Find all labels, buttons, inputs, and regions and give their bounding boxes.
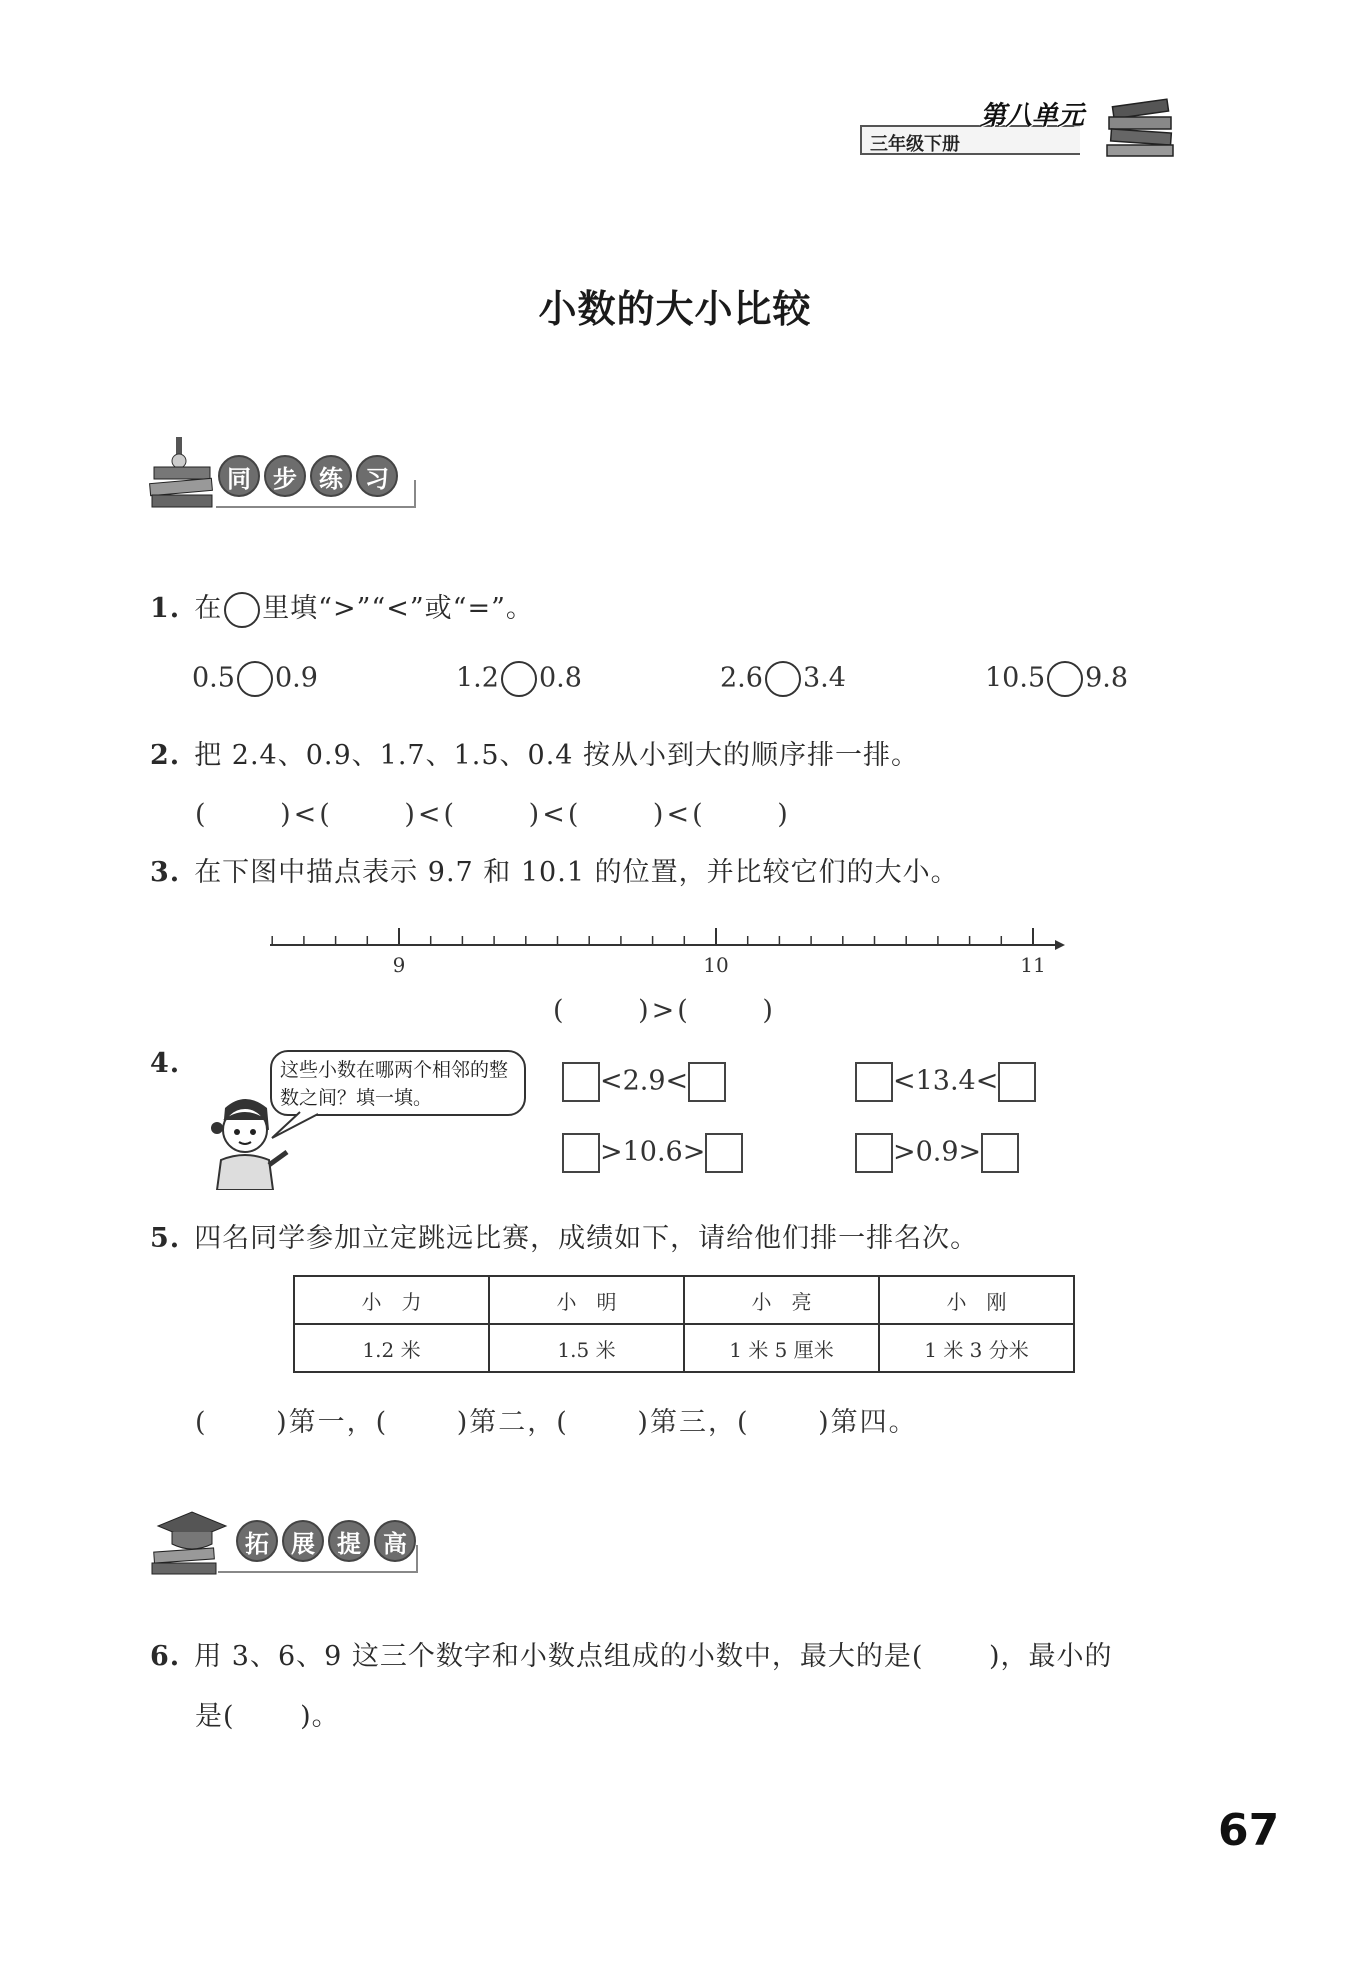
- question-number: 6.: [150, 1641, 181, 1672]
- speech-bubble: 这些小数在哪两个相邻的整数之间？填一填。: [270, 1050, 526, 1116]
- section-title: [236, 1520, 416, 1562]
- q4-item: [855, 1133, 1019, 1173]
- table-cell: 1 米 5 厘米: [684, 1324, 879, 1372]
- question-2: [150, 733, 919, 772]
- number-right: 0.9: [274, 662, 318, 694]
- number-right: 9.8: [1085, 662, 1129, 694]
- answer-box[interactable]: [855, 1062, 893, 1102]
- q5-answer-row[interactable]: ( )第一，( )第二，( )第三，( )第四。: [195, 1407, 918, 1438]
- tick-label: 11: [1020, 953, 1046, 977]
- question-4: [150, 1048, 194, 1079]
- books-icon: [1105, 95, 1180, 160]
- page-header: [850, 95, 1180, 165]
- question-number: 5.: [150, 1223, 181, 1254]
- q4-expression: >0.9>: [893, 1136, 982, 1168]
- q1-item: [456, 661, 582, 697]
- question-text: 在下图中描点表示 9.7 和 10.1 的位置，并比较它们的大小。: [194, 857, 959, 888]
- results-table: [293, 1275, 1075, 1373]
- number-left: 10.5: [985, 662, 1046, 694]
- tick-label: 9: [392, 953, 406, 977]
- section-char: 高: [374, 1520, 416, 1562]
- question-6: [150, 1634, 1113, 1673]
- question-text: 把 2.4、0.9、1.7、1.5、0.4 按从小到大的顺序排一排。: [194, 740, 920, 771]
- q4-item: [562, 1062, 726, 1102]
- table-cell: 1 米 3 分米: [879, 1324, 1074, 1372]
- section-char: 同: [218, 455, 260, 497]
- number-right: 0.8: [538, 662, 582, 694]
- section-char: 步: [264, 455, 306, 497]
- grade-label: 三年级下册: [860, 125, 1080, 155]
- page-title: 小数的大小比较: [538, 287, 812, 331]
- table-header-cell: 小 亮: [684, 1276, 879, 1324]
- question-text: 里填“>”“<”或“=”。: [262, 593, 534, 624]
- section-extension: [148, 1500, 448, 1580]
- number-left: 2.6: [720, 662, 763, 694]
- answer-box[interactable]: [562, 1062, 600, 1102]
- answer-circle[interactable]: [1047, 661, 1083, 697]
- answer-box[interactable]: [688, 1062, 726, 1102]
- table-header-row: [294, 1276, 1074, 1324]
- answer-box[interactable]: [705, 1133, 743, 1173]
- q4-item: [562, 1133, 743, 1173]
- table-header-cell: 小 力: [294, 1276, 489, 1324]
- section-title: [218, 455, 398, 497]
- q1-item: [720, 661, 846, 697]
- answer-box[interactable]: [998, 1062, 1036, 1102]
- question-number: 3.: [150, 857, 181, 888]
- table-row: [294, 1324, 1074, 1372]
- q1-item: [985, 661, 1128, 697]
- graduation-books-icon: [148, 1500, 228, 1580]
- table-cell: 1.2 米: [294, 1324, 489, 1372]
- question-text: 四名同学参加立定跳远比赛，成绩如下，请给他们排一排名次。: [194, 1223, 979, 1254]
- number-line[interactable]: [265, 920, 1065, 980]
- section-sync-practice: [148, 435, 448, 515]
- books-icon: [148, 435, 218, 515]
- answer-circle[interactable]: [237, 661, 273, 697]
- answer-circle[interactable]: [765, 661, 801, 697]
- table-cell: 1.5 米: [489, 1324, 684, 1372]
- girl-character-icon: [195, 1090, 295, 1190]
- q4-expression: <13.4<: [893, 1065, 999, 1097]
- answer-circle[interactable]: [224, 592, 260, 628]
- question-5: [150, 1216, 978, 1255]
- page-number: 67: [1218, 1805, 1280, 1856]
- number-right: 3.4: [802, 662, 846, 694]
- bubble-tail: [270, 1110, 330, 1140]
- section-char: 习: [356, 455, 398, 497]
- question-number: 4.: [150, 1048, 181, 1079]
- number-left: 1.2: [456, 662, 499, 694]
- question-number: 1.: [150, 593, 181, 624]
- question-6-line-2: 是( )。: [195, 1701, 340, 1732]
- section-char: 拓: [236, 1520, 278, 1562]
- section-char: 展: [282, 1520, 324, 1562]
- answer-box[interactable]: [562, 1133, 600, 1173]
- tick-label: 10: [703, 953, 729, 977]
- q4-expression: <2.9<: [600, 1065, 689, 1097]
- answer-circle[interactable]: [501, 661, 537, 697]
- question-text: 用 3、6、9 这三个数字和小数点组成的小数中，最大的是( )，最小的: [194, 1641, 1113, 1672]
- number-line-arrow: [1055, 940, 1065, 950]
- q1-item: [192, 661, 318, 697]
- number-left: 0.5: [192, 662, 235, 694]
- q2-answer-row[interactable]: ( )<( )<( )<( )<( ): [195, 799, 791, 830]
- answer-box[interactable]: [855, 1133, 893, 1173]
- question-3: [150, 850, 959, 889]
- answer-box[interactable]: [981, 1133, 1019, 1173]
- q4-item: [855, 1062, 1036, 1102]
- question-number: 2.: [150, 740, 181, 771]
- unit-label: 第八单元: [980, 101, 1085, 131]
- section-char: 练: [310, 455, 352, 497]
- table-header-cell: 小 明: [489, 1276, 684, 1324]
- section-char: 提: [328, 1520, 370, 1562]
- q3-answer-row[interactable]: ( )>( ): [553, 995, 776, 1026]
- question-1: [150, 586, 534, 628]
- question-text: 在: [194, 593, 223, 624]
- q4-expression: >10.6>: [600, 1136, 706, 1168]
- table-header-cell: 小 刚: [879, 1276, 1074, 1324]
